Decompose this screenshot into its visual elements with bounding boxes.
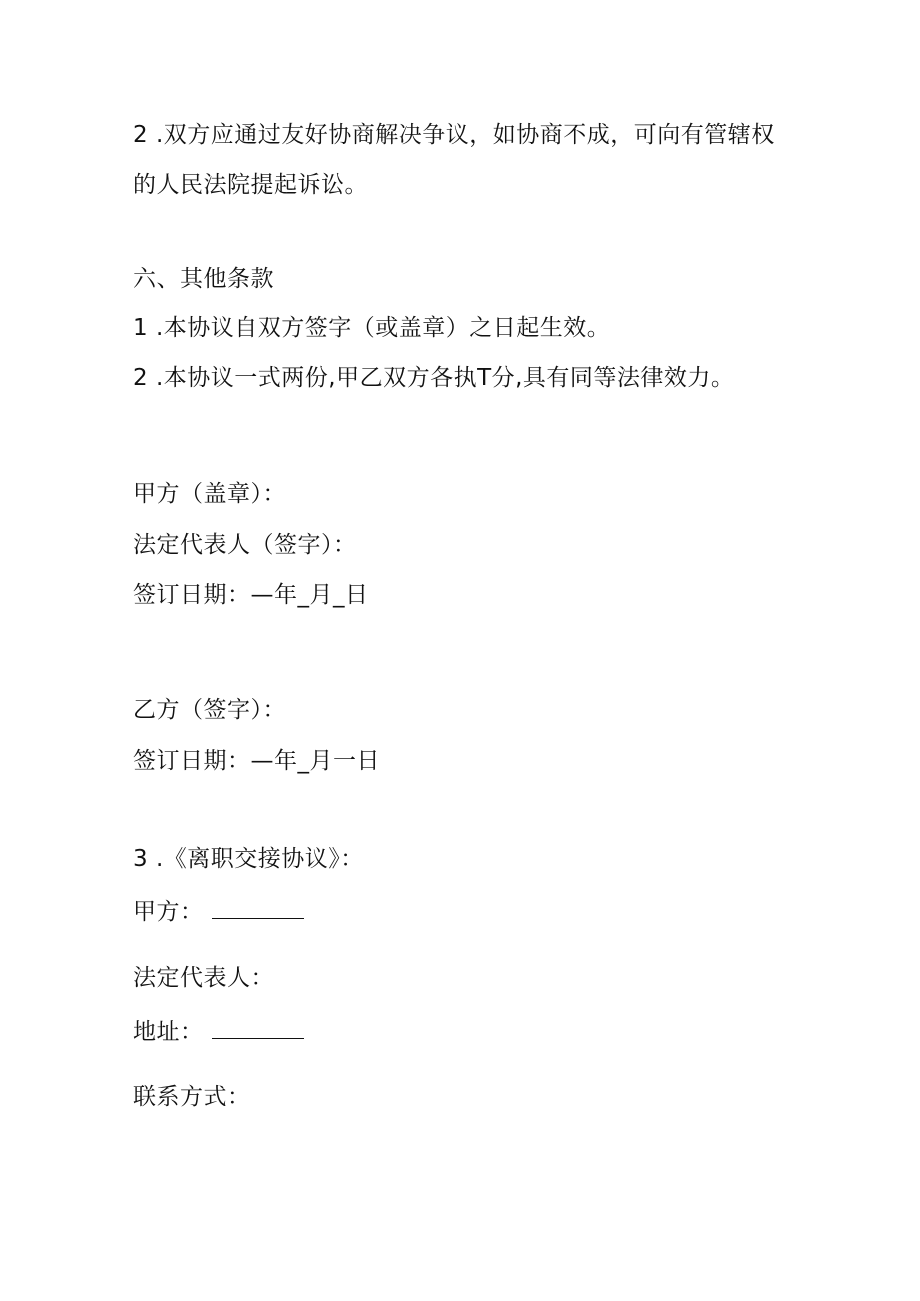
other-terms-item1: 1 .本协议自双方签字（或盖章）之日起生效。 [133,315,611,341]
handover-address-row [133,1016,304,1047]
party-b-sign-date: 签订日期：—年_月一日 [133,748,380,774]
handover-address-label: 地址： [133,1019,204,1045]
handover-contact: 联系方式： [133,1084,251,1110]
handover-party-a-row [133,896,304,927]
party-a-seal: 甲方（盖章）： [133,481,286,507]
address-blank [212,1016,304,1039]
handover-agreement-title: 3 .《离职交接协议》： [133,846,364,872]
handover-party-a-label: 甲方： [133,899,204,925]
party-a-legal-rep-sign: 法定代表人（签字）： [133,532,357,558]
party-b-sign: 乙方（签字）： [133,697,286,723]
party-a-sign-date: 签订日期：—年_月_日 [133,582,369,608]
dispute-item2-line1: 2 .双方应通过友好协商解决争议，如协商不成，可向有管辖权 [133,122,775,148]
other-terms-heading: 六、其他条款 [133,266,274,292]
other-terms-item2: 2 .本协议一式两份,甲乙双方各执T分,具有同等法律效力。 [133,365,735,391]
handover-legal-rep: 法定代表人： [133,965,274,991]
dispute-item2-line2: 的人民法院提起诉讼。 [133,172,368,198]
party-a-blank [212,896,304,919]
